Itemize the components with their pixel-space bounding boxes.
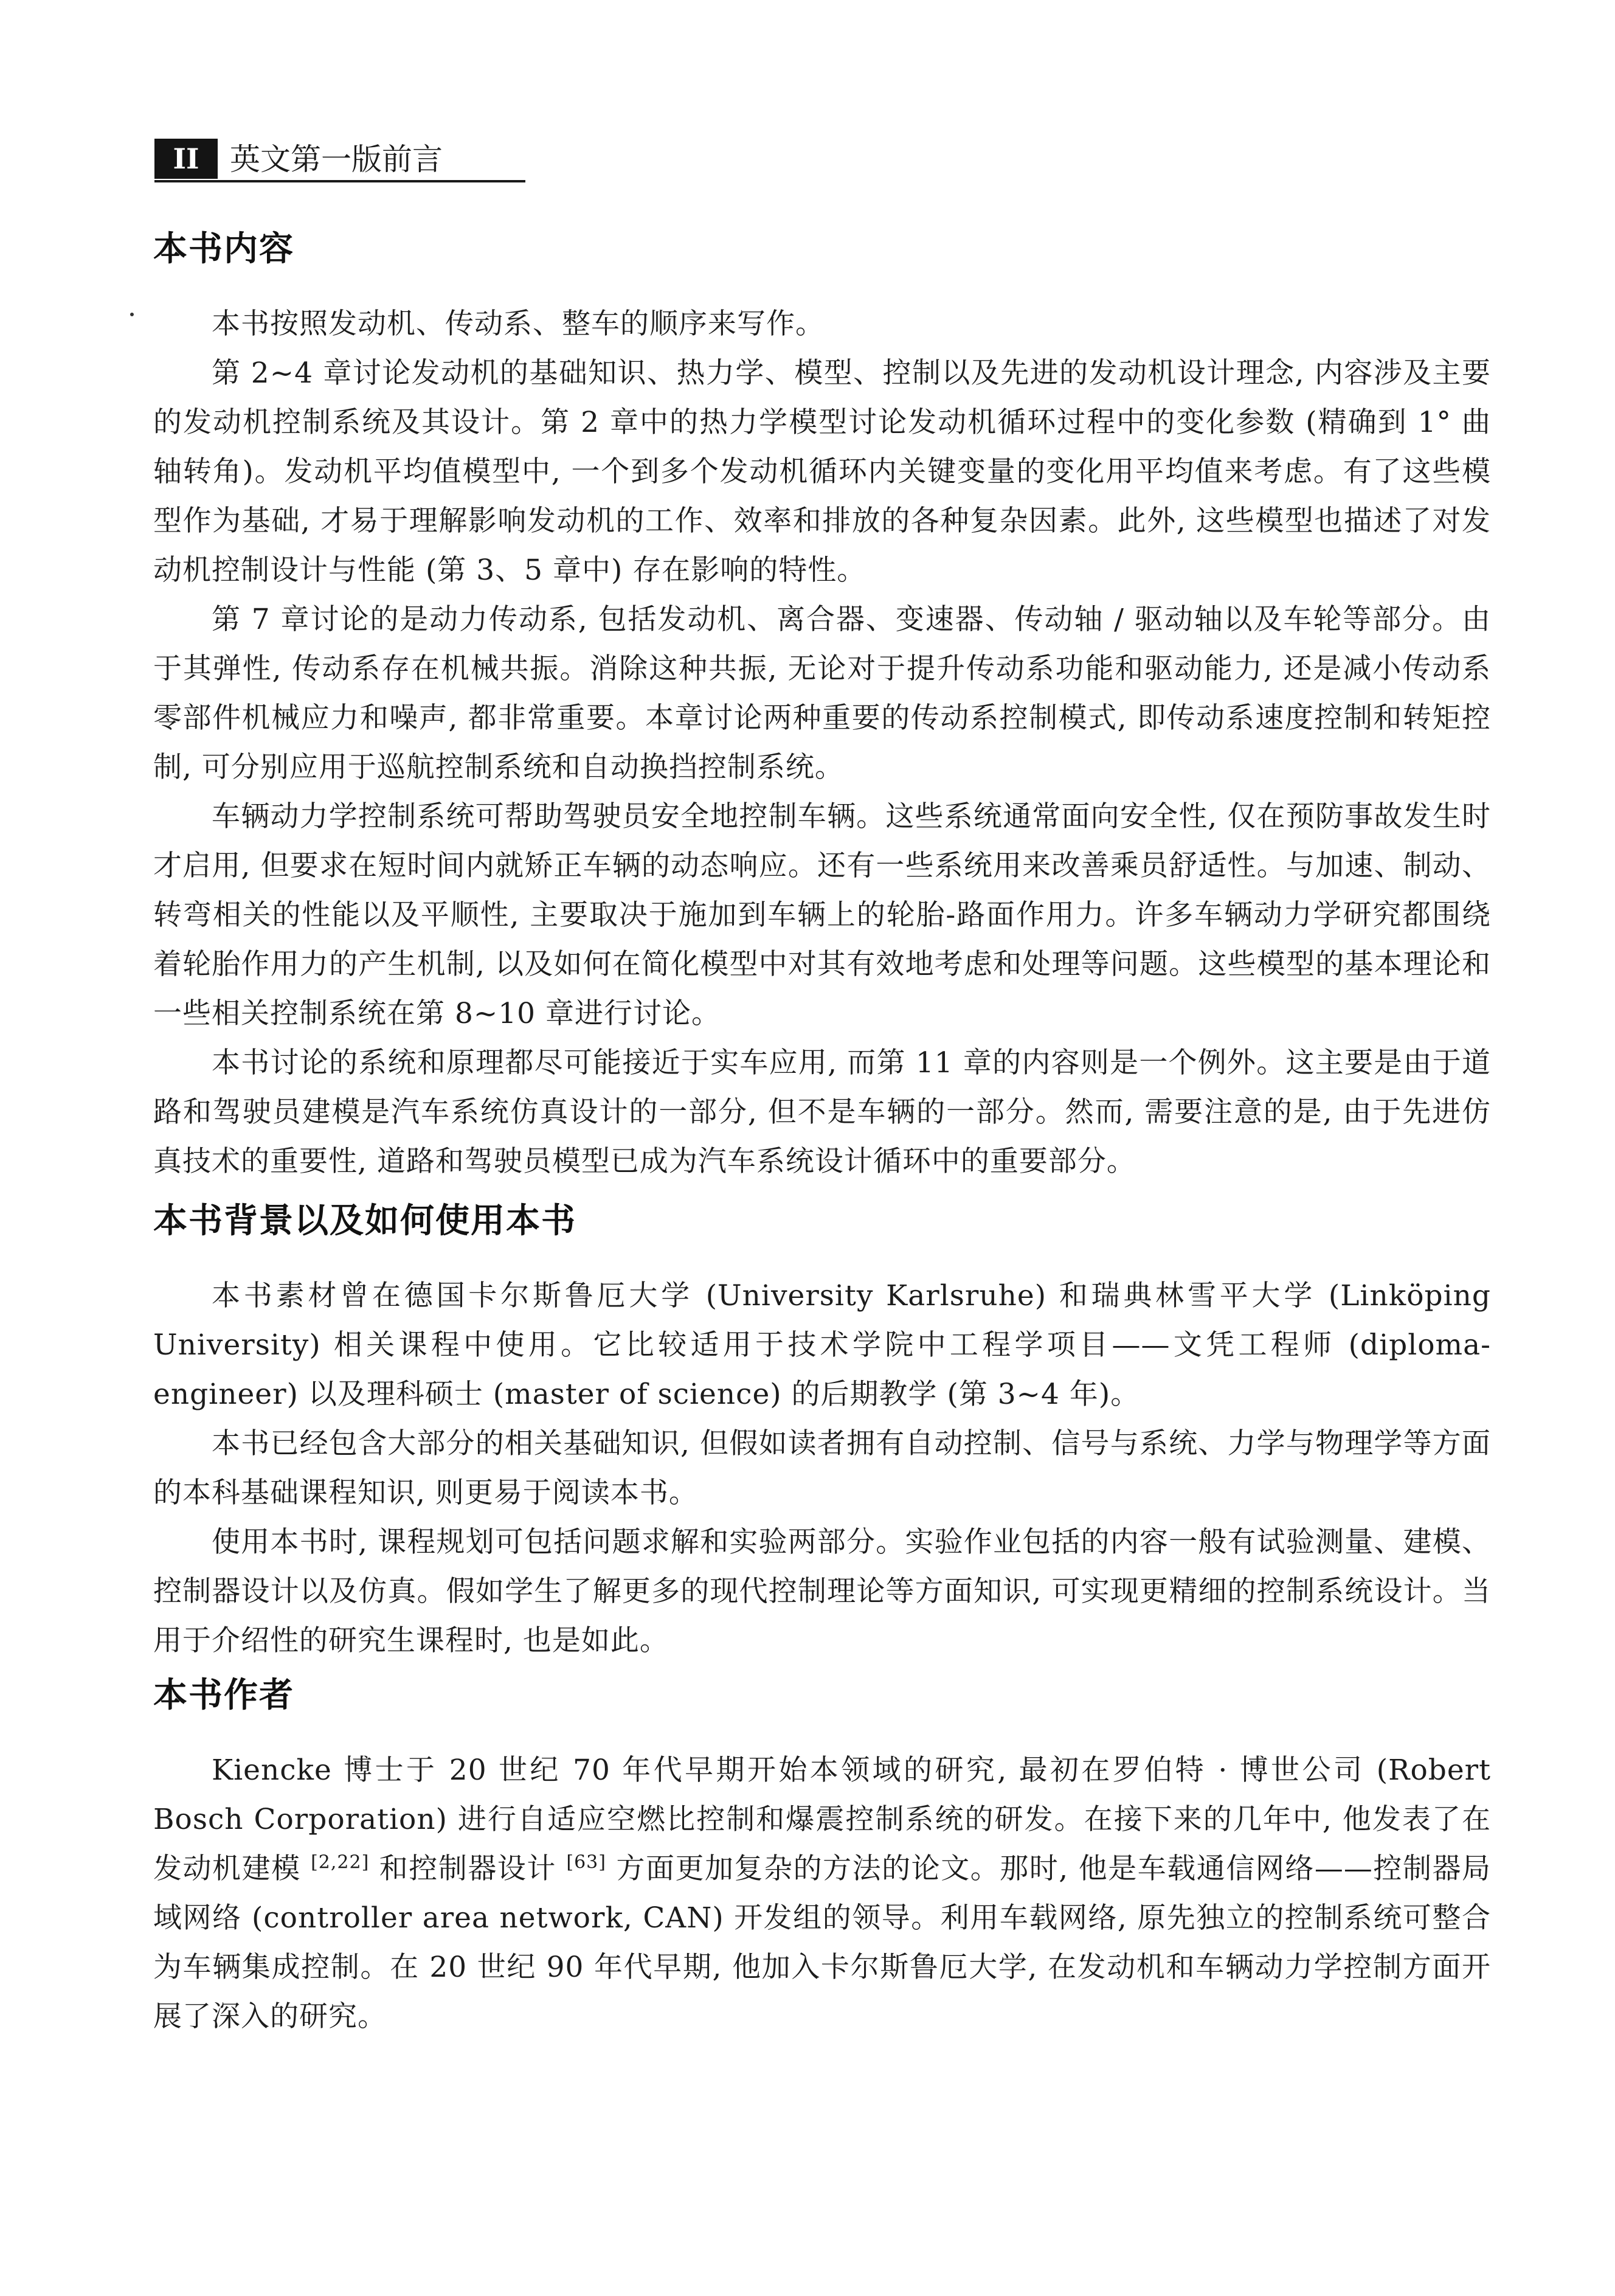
running-header-title: 英文第一版前言 xyxy=(230,142,443,177)
section-body xyxy=(153,1271,1491,1665)
paragraph: 本书按照发动机、传动系、整车的顺序来写作。 xyxy=(212,307,825,341)
paragraph: 第 2~4 章讨论发动机的基础知识、热力学、模型、控制以及先进的发动机设计理念, 内容涉及主要的发动机控制系统及其设计。第 2 章中的热力学模型讨论发动机循环过程中的变化参数 (精确到 1° 曲轴转角)。发动机平均值模型中, 一个到多个发动机循环内关键变量的变化用平均值来考虑。有了这些模型作为基础, 才易于理解影响发动机的工作、效率和排放的各种复杂因素。此外, 这些模型也描述了对发动机控制设计与性能 (第 3、5 章中) 存在影响的特性。 xyxy=(153,356,1491,587)
section-background-usage xyxy=(153,1197,1491,1665)
section-body xyxy=(153,1746,1491,2041)
citation: [2,22] xyxy=(311,1851,370,1873)
paragraph: 车辆动力学控制系统可帮助驾驶员安全地控制车辆。这些系统通常面向安全性, 仅在预防事故发生时才启用, 但要求在短时间内就矫正车辆的动态响应。还有一些系统用来改善乘员舒适性。与加速、制动、转弯相关的性能以及平顺性, 主要取决于施加到车辆上的轮胎-路面作用力。许多车辆动力学研究都围绕着轮胎作用力的产生机制, 以及如何在简化模型中对其有效地考虑和处理等问题。这些模型的基本理论和一些相关控制系统在第 8~10 章进行讨论。 xyxy=(153,800,1491,1030)
author-paragraph xyxy=(153,1746,1491,2041)
author-text: Kiencke 博士于 20 世纪 70 年代早期开始本领域的研究, 最初在罗伯特 · 博世公司 (Robert Bosch Corporation) 进行自适应空燃比控制和爆震控制系统的研发。在接下来的几年中, 他发表了在发动机建模 xyxy=(153,1753,1491,1885)
paragraph: 使用本书时, 课程规划可包括问题求解和实验两部分。实验作业包括的内容一般有试验测量、建模、控制器设计以及仿真。假如学生了解更多的现代控制理论等方面知识, 可实现更精细的控制系统设计。当用于介绍性的研究生课程时, 也是如此。 xyxy=(153,1525,1491,1657)
section-book-content xyxy=(153,225,1491,1186)
section-heading: 本书背景以及如何使用本书 xyxy=(153,1201,576,1241)
header-rule xyxy=(154,180,525,182)
section-heading: 本书作者 xyxy=(153,1676,294,1715)
author-text: 方面更加复杂的方法的论文。那时, 他是车载通信网络——控制器局域网络 (controller area network, CAN) 开发组的领导。利用车载网络, 原先独立的控制系统可整合为车辆集成控制。在 20 世纪 90 年代早期, 他加入卡尔斯鲁厄大学, 在发动机和车辆动力学控制方面开展了深入的研究。 xyxy=(153,1852,1491,2033)
page-number-badge: II xyxy=(154,139,218,179)
paragraph: 本书已经包含大部分的相关基础知识, 但假如读者拥有自动控制、信号与系统、力学与物理学等方面的本科基础课程知识, 则更易于阅读本书。 xyxy=(153,1427,1491,1510)
paragraph: 本书讨论的系统和原理都尽可能接近于实车应用, 而第 11 章的内容则是一个例外。这主要是由于道路和驾驶员建模是汽车系统仿真设计的一部分, 但不是车辆的一部分。然而, 需要注意的是, 由于先进仿真技术的重要性, 道路和驾驶员模型已成为汽车系统设计循环中的重要部分。 xyxy=(153,1046,1491,1178)
author-text: 和控制器设计 xyxy=(369,1852,567,1885)
citation: [63] xyxy=(566,1851,606,1873)
section-body xyxy=(153,299,1491,1186)
scan-speck xyxy=(130,313,134,316)
paragraph: 第 7 章讨论的是动力传动系, 包括发动机、离合器、变速器、传动轴 / 驱动轴以及车轮等部分。由于其弹性, 传动系存在机械共振。消除这种共振, 无论对于提升传动系功能和驱动能力, 还是减小传动系零部件机械应力和噪声, 都非常重要。本章讨论两种重要的传动系控制模式, 即传动系速度控制和转矩控制, 可分别应用于巡航控制系统和自动换挡控制系统。 xyxy=(153,603,1491,784)
paragraph: 本书素材曾在德国卡尔斯鲁厄大学 (University Karlsruhe) 和瑞典林雪平大学 (Linköping University) 相关课程中使用。它比较适用于技术学院中工程学项目——文凭工程师 (diploma-engineer) 以及理科硕士 (master of science) 的后期教学 (第 3~4 年)。 xyxy=(153,1279,1491,1411)
section-heading: 本书内容 xyxy=(153,229,294,269)
section-authors xyxy=(153,1671,1491,2041)
running-header xyxy=(154,139,525,182)
